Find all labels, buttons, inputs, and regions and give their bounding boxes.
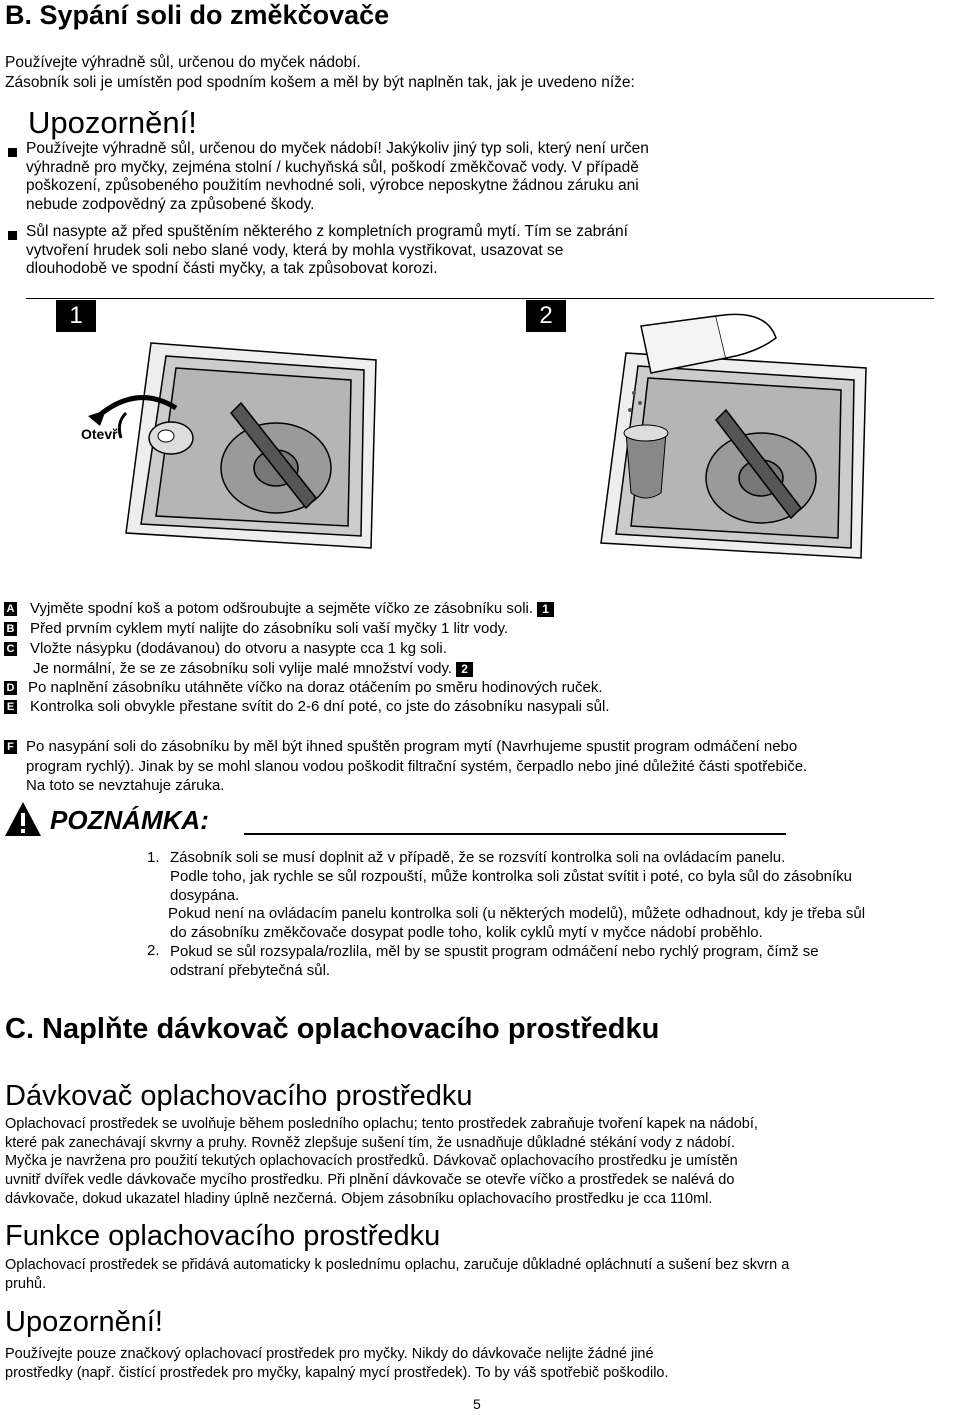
salt-figure: [26, 298, 934, 583]
warning-triangle-icon: [3, 800, 43, 838]
rinse-dispenser-text: Oplachovací prostředek se uvolňuje během posledního oplachu; tento prostředek zabraňuje tvoření kapek na nádobí, které pak zanechávají skvrny a pruhy. Rovněž zlepšuje sušení tím, že usnadňuje důkladné stékání vody z nádobí. Myčka je navržena pro použití tekutých oplachovacích prostředků. Dávkovač oplachovacího prostředku je umístěn uvnitř dvířek vedle dávkovače mycího prostředku. Při plnění dávkovače se otevře víčko a prostředek se nalévá do dávkovače, dokud ukazatel hladiny úplně nezčerná. Objem zásobníku oplachovacího prostředku je cca 110ml.: [5, 1116, 758, 1207]
step-c-note: Je normální, že se ze zásobníku soli vylije malé množství vody. 2: [33, 660, 473, 678]
step-tag-f: F: [4, 740, 17, 754]
rinse-warning-title: Upozornění!: [5, 1306, 163, 1338]
funnel-right: [624, 425, 668, 498]
rinse-warning-text: Používejte pouze značkový oplachovací prostředek pro myčky. Nikdy do dávkovače nelijte žádné jiné prostředky (např. čistící prostředek pro myčky, kapalný mycí prostředek). To by váš spotřebič poškodilo.: [5, 1346, 669, 1381]
bullet-marker: [8, 148, 17, 157]
rinse-function-title: Funkce oplachovacího prostředku: [5, 1220, 441, 1252]
open-label: Otevř: [81, 426, 118, 442]
note-underline: [244, 833, 786, 835]
step-a-badge: 1: [537, 602, 554, 617]
rinse-dispenser-title: Dávkovač oplachovacího prostředku: [5, 1080, 473, 1112]
figure-number-2: 2: [526, 300, 566, 332]
bullet-2: Sůl nasypte až před spuštěním některého z kompletních programů mytí. Tím se zabrání vytvoření hrudek soli nebo slané vody, která by mohla vystřikovat, usazovat se dlouhodobě ve spodní části myčky, a tak způsobovat korozi.: [26, 223, 628, 277]
section-b-title: B. Sypání soli do změkčovače: [5, 0, 390, 30]
step-f: Po nasypání soli do zásobníku by měl být ihned spuštěn program mytí (Navrhujeme spustit program odmáčení nebo program rychlý). Jinak by se mohl slanou vodou poškodit filtrační systém, čerpadlo nebo jiné důležité části spotřebiče. Na toto se nevztahuje záruka.: [26, 738, 808, 794]
step-tag-b: B: [4, 622, 17, 636]
bullet-1: Používejte výhradně sůl, určenou do myček nádobí! Jakýkoliv jiný typ soli, který není určen výhradně pro myčky, zejména stolní / kuchyňská sůl, poškodí změkčovač vody. V případě poškození, způsobeného použitím nevhodné soli, výrobce neposkytne žádnou záruku ani nebude zodpovědný za způsobené škody.: [26, 140, 649, 213]
section-c-title: C. Naplňte dávkovač oplachovacího prostředku: [5, 1013, 660, 1045]
rinse-function-text: Oplachovací prostředek se přidává automaticky k poslednímu oplachu, zaručuje důkladné opláchnutí a sušení bez skvrn a pruhů.: [5, 1257, 790, 1292]
step-tag-a: A: [4, 602, 17, 616]
dishwasher-illustration: [26, 298, 934, 583]
bullet-marker: [8, 231, 17, 240]
page-number: 5: [473, 1396, 481, 1412]
note-item-1: Zásobník soli se musí doplnit až v případě, že se rozsvítí kontrolka soli na ovládacím panelu. Podle toho, jak rychle se sůl rozpouští, může kontrolka soli zůstat svítit i poté, co byla sůl do zásobníku dosypána. Pokud není na ovládacím panelu kontrolka soli (u některých modelů), můžete odhadnout, kdy je třeba sůl do zásobníku změkčovače dosypat podle toho, kolik cyklů mytí v myčce nádobí proběhlo.: [168, 849, 866, 942]
note-title: POZNÁMKA:: [50, 805, 209, 835]
note-item-1-num: 1.: [147, 849, 160, 866]
intro-line-1: Používejte výhradně sůl, určenou do myček nádobí.: [5, 54, 361, 71]
step-a: Vyjměte spodní koš a potom odšroubujte a sejměte víčko ze zásobníku soli. 1: [30, 600, 554, 618]
step-c-badge: 2: [456, 662, 473, 677]
step-e: Kontrolka soli obvykle přestane svítit do 2-6 dní poté, co jste do zásobníku nasypali sůl.: [30, 698, 610, 715]
figure-number-1: 1: [56, 300, 96, 332]
step-tag-c: C: [4, 642, 17, 656]
note-item-2-num: 2.: [147, 942, 160, 959]
note-item-2: Pokud se sůl rozsypala/rozlila, měl by se spustit program odmáčení nebo rychlý program, čímž se odstraní přebytečná sůl.: [170, 943, 819, 979]
step-c: Vložte násypku (dodávanou) do otvoru a nasypte cca 1 kg soli.: [30, 640, 447, 657]
step-b: Před prvním cyklem mytí nalijte do zásobníku soli vaší myčky 1 litr vody.: [30, 620, 509, 637]
step-tag-d: D: [4, 681, 17, 695]
intro-line-2: Zásobník soli je umístěn pod spodním košem a měl by být naplněn tak, jak je uvedeno níže:: [5, 74, 635, 91]
warning-title: Upozornění!: [28, 105, 197, 140]
salt-cap-left: [149, 422, 193, 454]
step-d: Po naplnění zásobníku utáhněte víčko na doraz otáčením po směru hodinových ruček.: [28, 679, 603, 696]
step-tag-e: E: [4, 700, 17, 714]
